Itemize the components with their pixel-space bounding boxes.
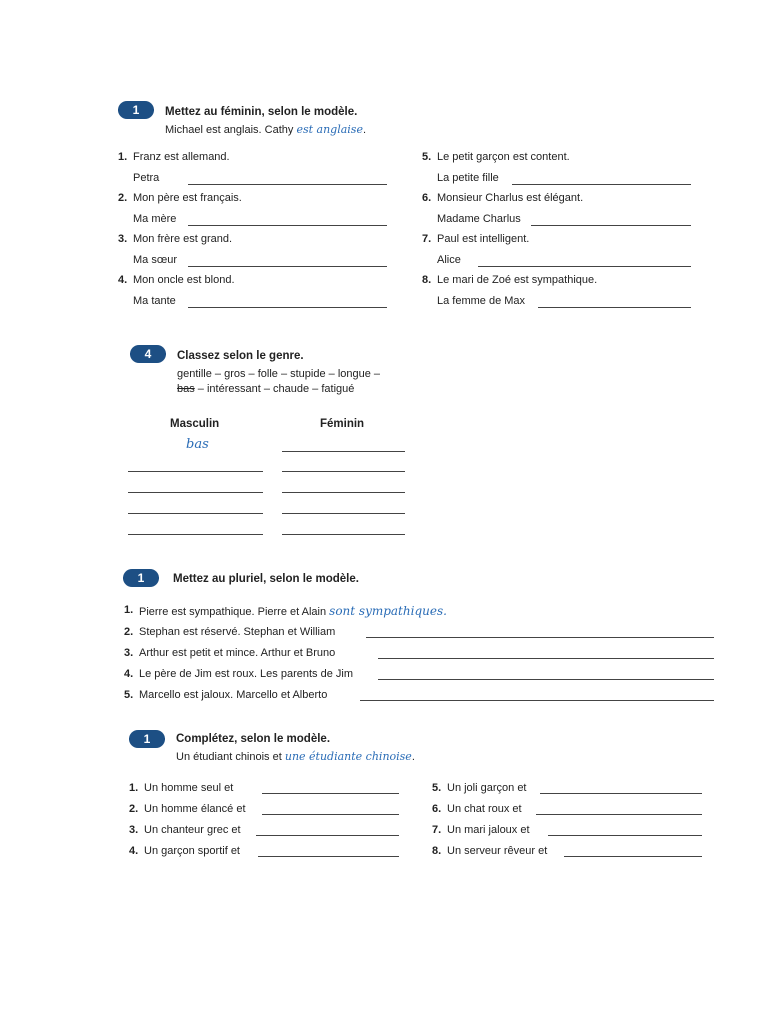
item-prompt: La femme de Max [437, 295, 526, 307]
item-number: 4. [129, 845, 139, 857]
item-prompt: Alice [437, 254, 461, 266]
masculin-line[interactable] [128, 534, 263, 535]
item-question-text: Pierre est sympathique. Pierre et Alain [139, 606, 330, 618]
feminin-line[interactable] [282, 492, 405, 493]
item-number: 1. [129, 782, 139, 794]
item-number: 5. [422, 151, 432, 163]
answer-line[interactable] [531, 225, 691, 226]
item-number: 6. [432, 803, 442, 815]
masculin-line[interactable] [128, 471, 263, 472]
masculin-line[interactable] [128, 492, 263, 493]
answer-line[interactable] [188, 307, 387, 308]
item-question: Marcello est jaloux. Marcello et Alberto [139, 689, 328, 701]
item-question: Monsieur Charlus est élégant. [437, 192, 584, 204]
model-sentence [176, 750, 415, 763]
answer-line[interactable] [378, 658, 714, 659]
item-number: 5. [124, 689, 134, 701]
answer-line[interactable] [478, 266, 691, 267]
item-number: 3. [118, 233, 128, 245]
feminin-line[interactable] [282, 513, 405, 514]
answer-line[interactable] [258, 856, 399, 857]
struck-word: bas [177, 383, 195, 395]
feminin-line[interactable] [282, 534, 405, 535]
item-prompt: Ma tante [133, 295, 176, 307]
item-number: 3. [124, 647, 134, 659]
item-number: 2. [129, 803, 139, 815]
item-number: 1. [124, 604, 134, 616]
item-question: Le père de Jim est roux. Les parents de Jim [139, 668, 353, 680]
answer-line[interactable] [360, 700, 714, 701]
exercise-number-badge: 1 [123, 569, 159, 587]
item-number: 8. [422, 274, 432, 286]
column-header-masculin: Masculin [170, 418, 220, 430]
item-question: Paul est intelligent. [437, 233, 530, 245]
exercise-number-badge: 1 [118, 101, 154, 119]
exercise-title: Complétez, selon le modèle. [176, 733, 331, 745]
exercise-title: Mettez au féminin, selon le modèle. [165, 106, 358, 118]
exercise-title: Classez selon le genre. [177, 350, 304, 362]
answer-line[interactable] [538, 307, 691, 308]
item-number: 3. [129, 824, 139, 836]
item-question: Le mari de Zoé est sympathique. [437, 274, 598, 286]
exercise-number-badge: 1 [129, 730, 165, 748]
word-list-line-1: gentille – gros – folle – stupide – longue – [177, 368, 381, 380]
item-question: Mon père est français. [133, 192, 242, 204]
exercise-number-badge: 4 [130, 345, 166, 363]
column-header-feminin: Féminin [320, 418, 365, 430]
item-question: Un homme seul et [144, 782, 234, 794]
answer-line[interactable] [540, 793, 702, 794]
item-question: Arthur est petit et mince. Arthur et Bruno [139, 647, 336, 659]
masculin-answer: bas [186, 437, 209, 452]
model-prefix: Un étudiant chinois et [176, 751, 285, 763]
item-question: Un homme élancé et [144, 803, 246, 815]
answer-line[interactable] [548, 835, 702, 836]
model-prefix: Michael est anglais. Cathy [165, 124, 297, 136]
model-answer: une étudiante chinoise [284, 750, 412, 763]
item-prompt: Ma sœur [133, 254, 177, 266]
item-number: 4. [118, 274, 128, 286]
item-question: Mon oncle est blond. [133, 274, 235, 286]
answer-line[interactable] [262, 814, 399, 815]
model-sentence [165, 123, 366, 136]
item-number: 5. [432, 782, 442, 794]
answer-line[interactable] [512, 184, 691, 185]
item-question: Stephan est réservé. Stephan et William [139, 626, 336, 638]
answer-line[interactable] [256, 835, 399, 836]
answer-line[interactable] [188, 184, 387, 185]
model-suffix: . [411, 751, 415, 763]
feminin-line[interactable] [282, 451, 405, 452]
feminin-line[interactable] [282, 471, 405, 472]
item-question: Un chanteur grec et [144, 824, 241, 836]
masculin-line[interactable] [128, 513, 263, 514]
answer-line[interactable] [366, 637, 714, 638]
answer-line[interactable] [378, 679, 714, 680]
item-prompt: Petra [133, 172, 160, 184]
item-number: 2. [118, 192, 128, 204]
item-question: Mon frère est grand. [133, 233, 233, 245]
item-question: Franz est allemand. [133, 151, 230, 163]
exercise-title: Mettez au pluriel, selon le modèle. [173, 573, 359, 585]
item-number: 7. [422, 233, 432, 245]
item-answer: sont sympathiques. [329, 604, 447, 618]
item-prompt: La petite fille [437, 172, 499, 184]
answer-line[interactable] [262, 793, 399, 794]
word-list-rest: – intéressant – chaude – fatigué [194, 383, 355, 395]
item-question: Un joli garçon et [447, 782, 527, 794]
item-prompt: Ma mère [133, 213, 177, 225]
item-question: Un mari jaloux et [447, 824, 530, 836]
item-prompt: Madame Charlus [437, 213, 521, 225]
item-number: 7. [432, 824, 442, 836]
item-number: 6. [422, 192, 432, 204]
item-question: Le petit garçon est content. [437, 151, 570, 163]
answer-line[interactable] [564, 856, 702, 857]
answer-line[interactable] [536, 814, 702, 815]
item-number: 2. [124, 626, 134, 638]
item-question: Un serveur rêveur et [447, 845, 548, 857]
model-suffix: . [362, 124, 367, 136]
item-number: 8. [432, 845, 442, 857]
answer-line[interactable] [188, 225, 387, 226]
item-question: Un garçon sportif et [144, 845, 240, 857]
answer-line[interactable] [188, 266, 387, 267]
item-number: 4. [124, 668, 134, 680]
item-number: 1. [118, 151, 128, 163]
word-list-line-2 [177, 383, 354, 395]
item-question [139, 604, 447, 618]
item-question: Un chat roux et [447, 803, 522, 815]
model-answer: est anglaise [296, 123, 363, 136]
